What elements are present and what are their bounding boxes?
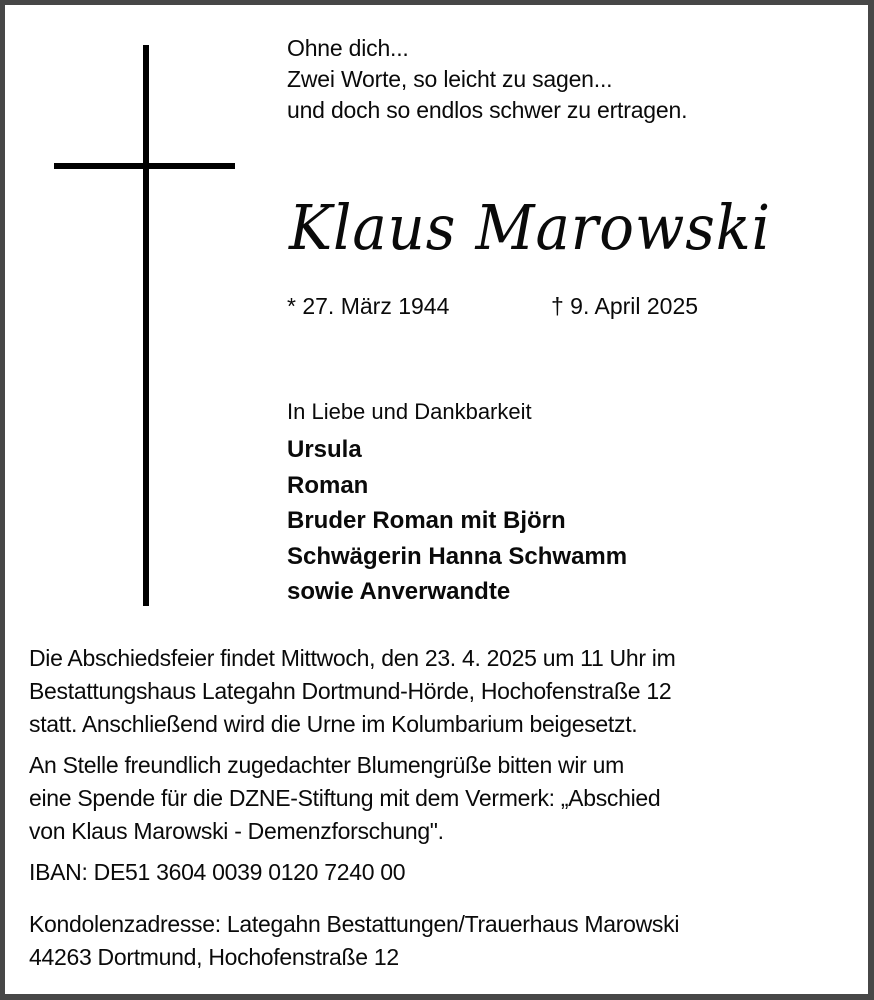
- cross-icon-vertical-bar: [143, 45, 149, 606]
- address-line: 44263 Dortmund, Hochofenstraße 12: [29, 944, 399, 970]
- death-date: † 9. April 2025: [551, 293, 699, 319]
- poem-line: Ohne dich...: [287, 35, 409, 61]
- donation-line: von Klaus Marowski - Demenzforschung".: [29, 818, 444, 844]
- thanks-line: In Liebe und Dankbarkeit: [287, 399, 532, 424]
- address-line: Kondolenzadresse: Lategahn Bestattungen/Trauerhaus Marowski: [29, 911, 680, 937]
- birth-date: * 27. März 1944: [287, 293, 450, 319]
- poem-line: Zwei Worte, so leicht zu sagen...: [287, 66, 613, 92]
- ceremony-notice: [29, 642, 675, 741]
- mourners-list: [287, 432, 627, 610]
- cross-icon-horizontal-bar: [54, 163, 235, 169]
- ceremony-line: Bestattungshaus Lategahn Dortmund-Hörde, Hochofenstraße 12: [29, 678, 672, 704]
- donation-notice: [29, 749, 660, 848]
- ceremony-line: statt. Anschließend wird die Urne im Kolumbarium beigesetzt.: [29, 711, 638, 737]
- ceremony-line: Die Abschiedsfeier findet Mittwoch, den 23. 4. 2025 um 11 Uhr im: [29, 645, 676, 671]
- mourner: Roman: [287, 471, 369, 499]
- mourner: sowie Anverwandte: [287, 578, 511, 605]
- obituary-card: [5, 5, 868, 994]
- poem-line: und doch so endlos schwer zu ertragen.: [287, 97, 688, 123]
- mourner: Schwägerin Hanna Schwamm: [287, 542, 628, 570]
- donation-line: An Stelle freundlich zugedachter Blumengrüße bitten wir um: [29, 752, 624, 778]
- iban: IBAN: DE51 3604 0039 0120 7240 00: [29, 859, 406, 885]
- mourner: Bruder Roman mit Björn: [287, 507, 566, 534]
- donation-line: eine Spende für die DZNE-Stiftung mit dem Vermerk: „Abschied: [29, 785, 661, 811]
- poem: [287, 33, 687, 126]
- deceased-name: Klaus Marowski: [289, 191, 771, 264]
- mourner: Ursula: [287, 436, 362, 463]
- condolence-address: [29, 908, 679, 974]
